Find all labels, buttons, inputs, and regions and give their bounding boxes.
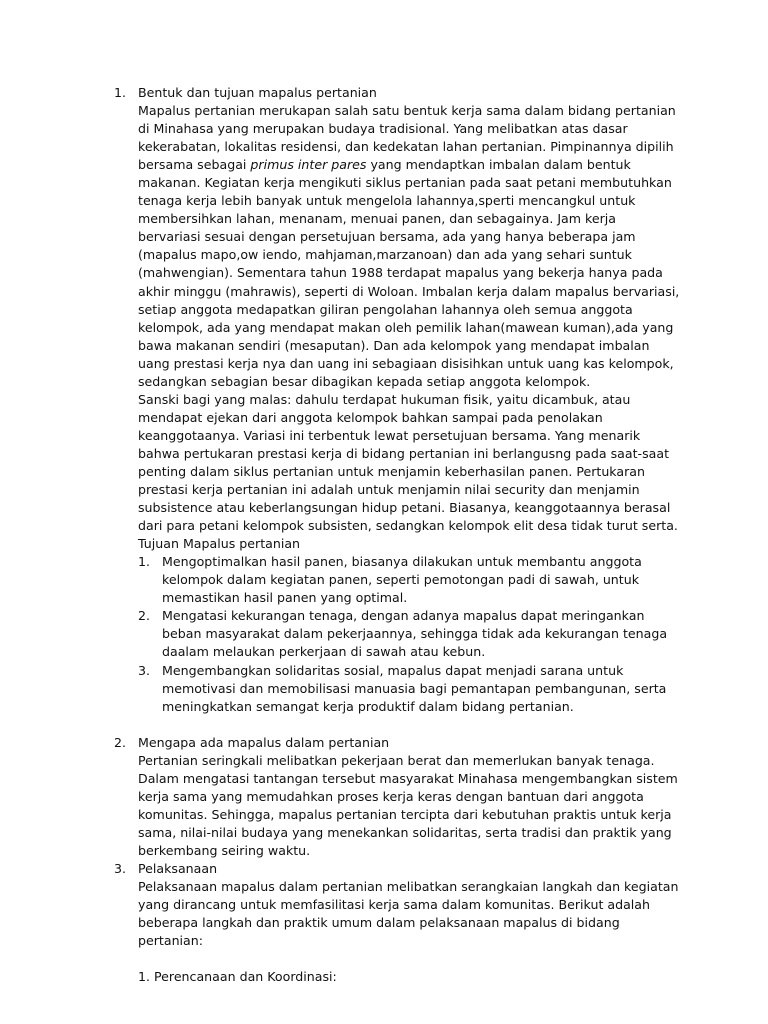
list-item [138,553,680,607]
list-item-text: Mengembangkan solidaritas sosial, mapalus dapat menjadi sarana untuk memotivasi dan memobilisasi manuasia bagi pemantapan pembangunan, serta meningkatkan semangat kerja produktif dalam bidang pertanian. [162,662,667,714]
list-item [138,662,680,716]
blank-line [138,950,680,968]
list-item-text: Mengatasi kekurangan tenaga, dengan adanya mapalus dapat meringankan beban masyarakat dalam pekerjaannya, sehingga tidak ada kekurangan tenaga daalam melaukan perkerjaan di sawah atau kebun. [162,608,668,660]
list-number: 3. [138,662,151,678]
list-item-text: Mengoptimalkan hasil panen, biasanya dilakukan untuk membantu anggota kelompok dalam kegiatan panen, seperti pemotongan padi di sawah, untuk memastikan hasil panen yang optimal. [162,554,642,606]
paragraph: Pertanian seringkali melibatkan pekerjaan berat dan memerlukan banyak tenaga. Dalam mengatasi tantangan tersebut masyarakat Minahasa mengembangkan sistem kerja sama yang memudahkan proses kerja keras dengan bantuan dari anggota komunitas. Sehingga, mapalus pertanian tercipta dari kebutuhan praktis untuk kerja sama, nilai-nilai budaya yang menekankan solidaritas, serta tradisi dan praktik yang berkembang seiring waktu. [138,752,678,858]
paragraph: Sanski bagi yang malas: dahulu terdapat hukuman fisik, yaitu dicambuk, atau mendapat ejekan dari anggota kelompok bahkan sampai pada penolakan keanggotaanya. Variasi ini terbentuk lewat persetujuan bersama. Yang menarik bahwa pertukaran prestasi kerja di bidang pertanian ini berlangusng pada saat-saat penting dalam siklus pertanian untuk menjamin keberhasilan panen. Pertukaran prestasi kerja pertanian ini adalah untuk menjamin nilai security dan menjamin subsistence atau keberlangsungan hidup petani. Biasanya, keanggotaannya berasal dari para petani kelompok subsisten, sedangkan kelompok elit desa tidak turut serta. [138,391,678,534]
list-number: 2. [138,608,151,624]
step-heading: 1. Perencanaan dan Koordinasi: [138,969,337,985]
section-3 [114,860,680,986]
section-heading: Mengapa ada mapalus dalam pertanian [138,734,390,750]
paragraph [138,102,680,391]
subheading: Tujuan Mapalus pertanian [138,536,301,552]
section-number: 2. [114,734,127,750]
section-number: 1. [114,85,127,100]
section-1 [114,84,680,716]
section-number: 3. [114,860,127,876]
goals-list [138,553,680,715]
blank-line [114,716,680,734]
paragraph-text: Mapalus pertanian merukapan salah satu bentuk kerja sama dalam bidang pertanian di Minahasa yang merupakan budaya tradisional. Yang melibatkan atas dasar kekerabatan, lokalitas residensi, dan kedekatan lahan pertanian. Pimpinannya dipilih bersama sebagai [138,103,676,173]
list-item [138,607,680,661]
section-2 [114,734,680,860]
italic-term: primus inter pares [250,157,367,173]
paragraph-text: yang mendaptkan imbalan dalam bentuk makanan. Kegiatan kerja mengikuti siklus pertanian pada saat petani membutuhkan tenaga kerja lebih banyak untuk mengelola lahannya,sperti mencangkul untuk membersihkan lahan, menanam, menuai panen, dan sebagainya. Jam kerja bervariasi sesuai dengan persetujuan bersama, ada yang hanya beberapa jam (mapalus mapo,ow iendo, mahjaman,marzanoan) dan ada yang sehari suntuk (mahwengian). Sementara tahun 1988 terdapat mapalus yang bekerja hanya pada akhir minggu (mahrawis), seperti di Woloan. Imbalan kerja dalam mapalus bervariasi, setiap anggota medapatkan giliran pengolahan lahannya oleh semua anggota kelompok, ada yang mendapat makan oleh pemilik lahan(mawean kuman),ada yang bawa makanan sendiri (mesaputan). Dan ada kelompok yang mendapat imbalan uang prestasi kerja nya dan uang ini sebagiaan disisihkan untuk uang kas kelompok, sedangkan sebagian besar dibagikan kepada setiap anggota kelompok. [138,157,680,389]
section-heading: Bentuk dan tujuan mapalus pertanian [138,85,377,100]
document-body [114,84,680,986]
paragraph: Pelaksanaan mapalus dalam pertanian melibatkan serangkaian langkah dan kegiatan yang dirancang untuk memfasilitasi kerja sama dalam komunitas. Berikut adalah beberapa langkah dan praktik umum dalam pelaksanaan mapalus di bidang pertanian: [138,879,679,949]
list-number: 1. [138,554,151,570]
section-heading: Pelaksanaan [138,860,218,876]
